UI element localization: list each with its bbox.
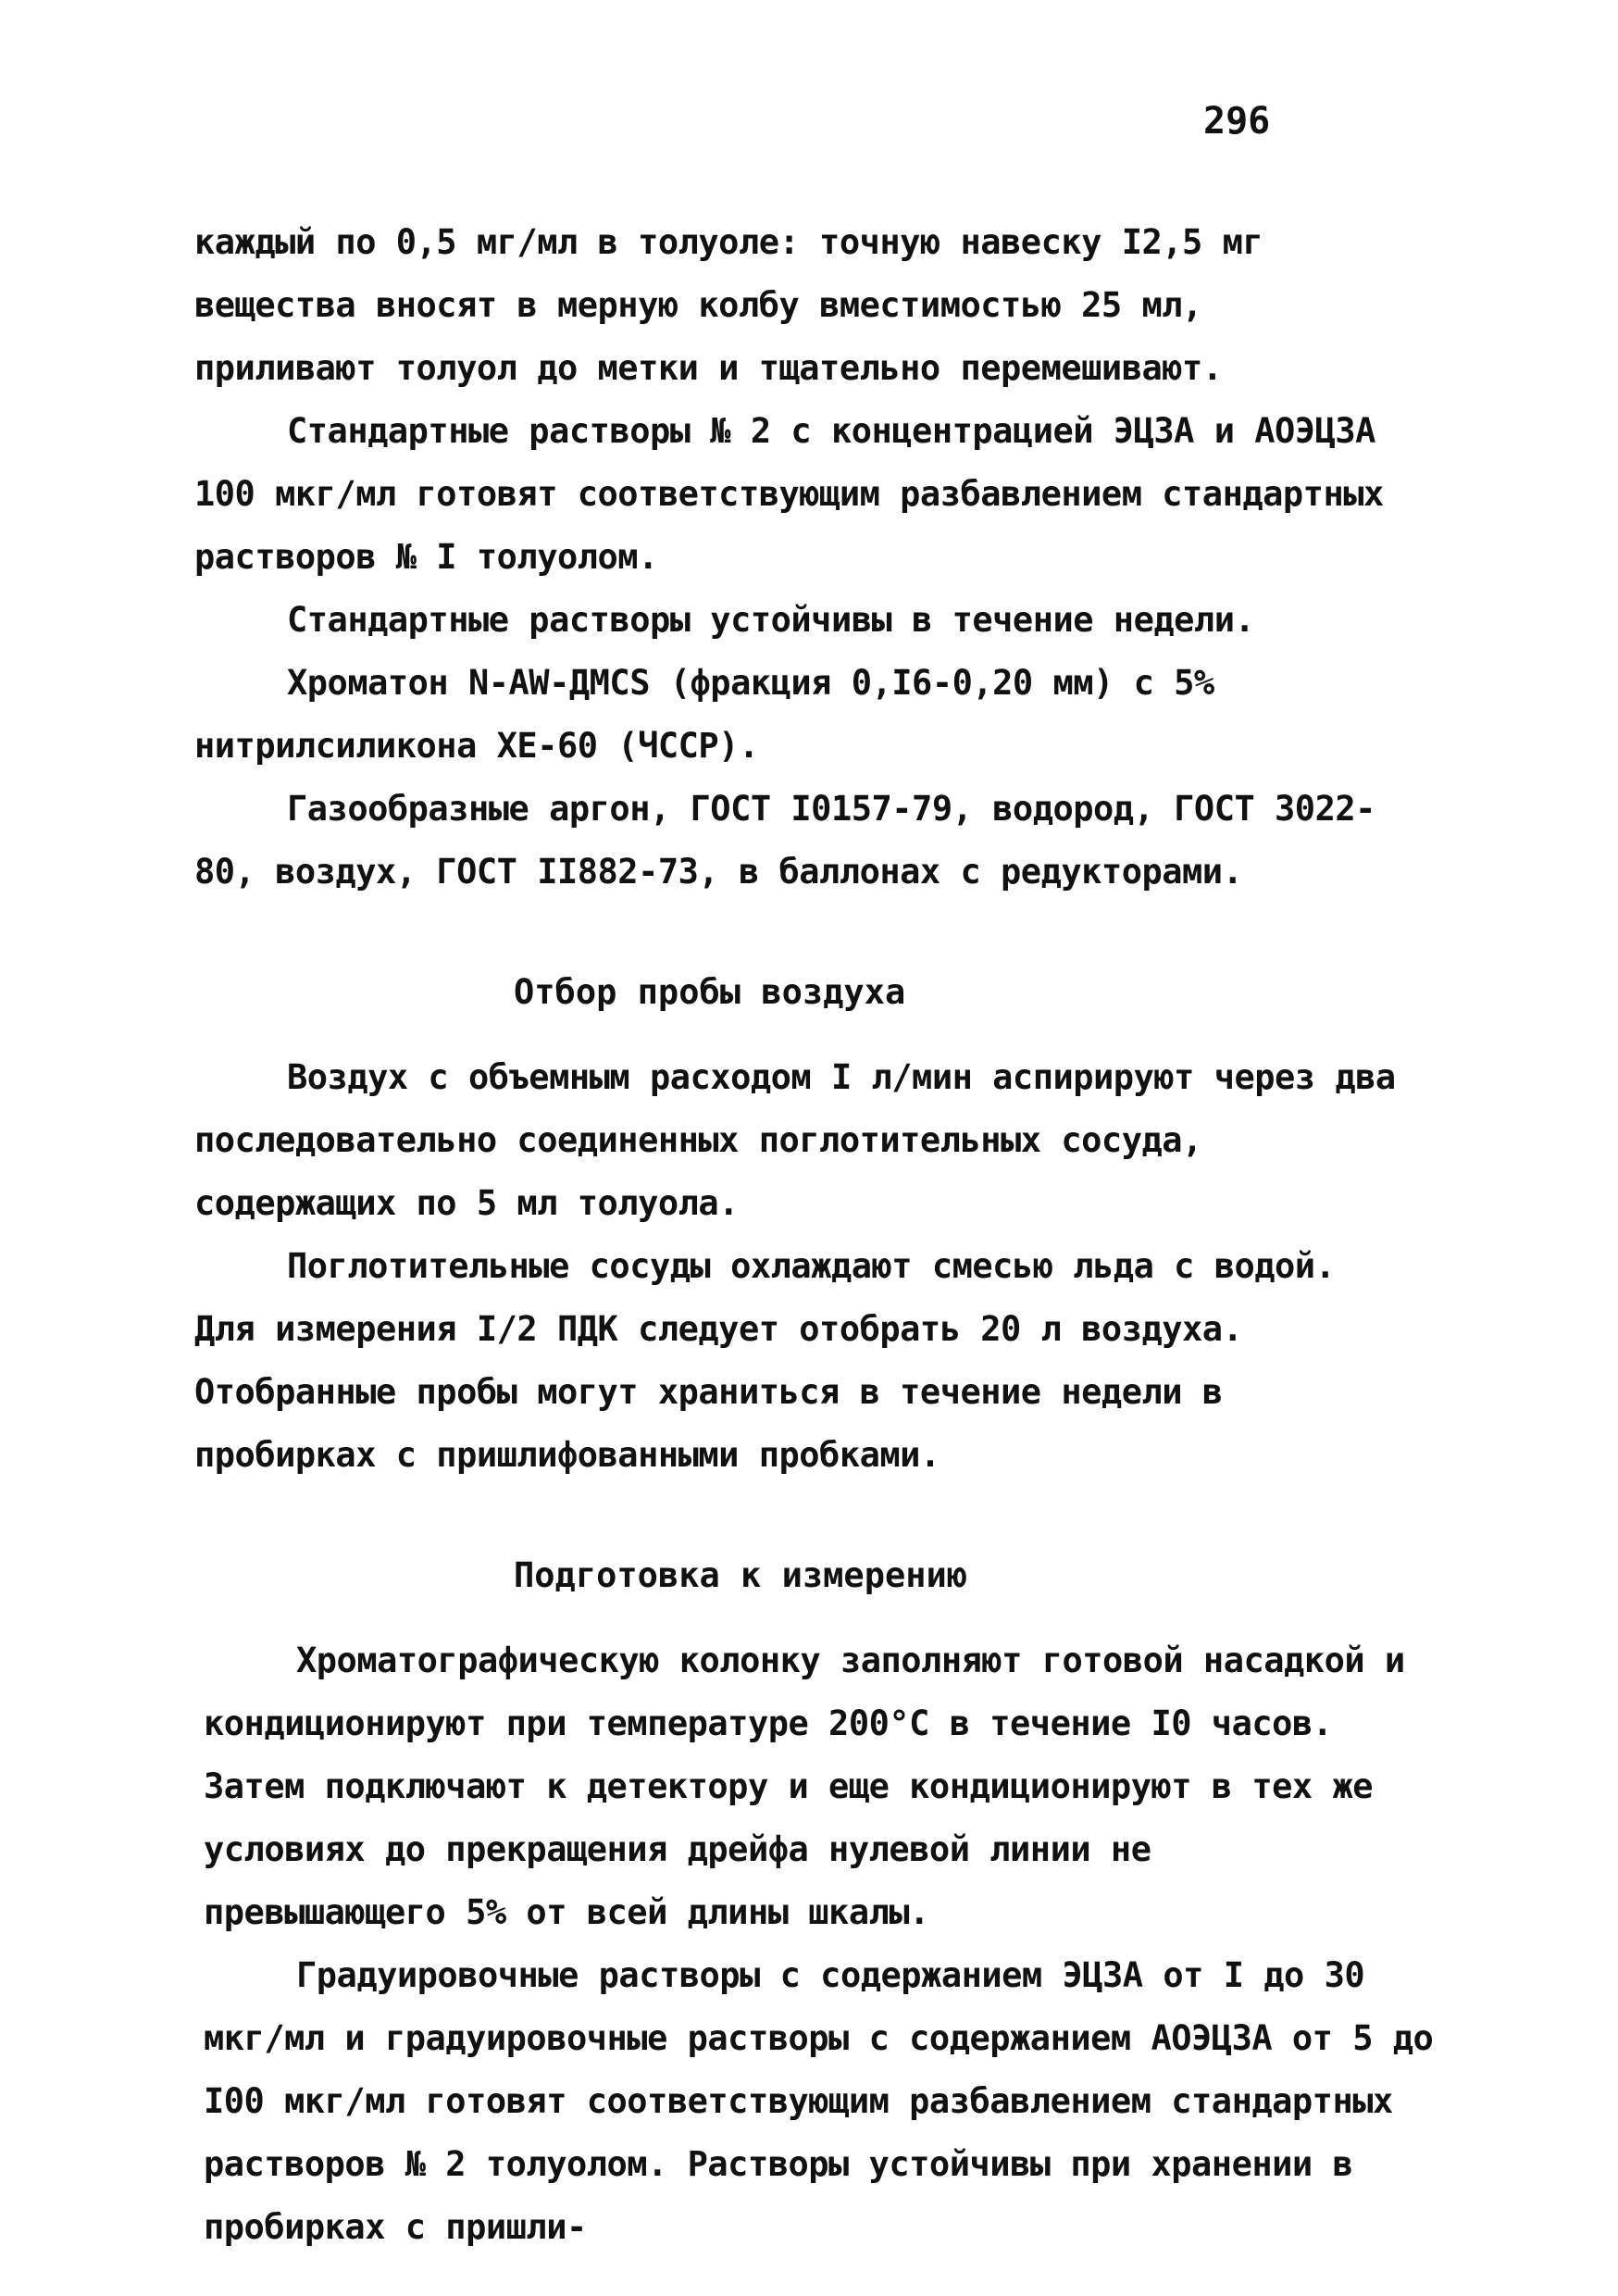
section-heading-preparation: Подготовка к измерению: [514, 1555, 968, 1595]
paragraph-standard-solution-1: каждый по 0,5 мг/мл в толуоле: точную навеску I2,5 мг вещества вносят в мерную колбу вместимостью 25 мл, приливают толуол до метки и тщательно перемешивают.: [194, 222, 1263, 388]
paragraph-chromaton: Хроматон N-AW-ДМСS (фракция 0,I6-0,20 мм) с 5% нитрилсиликона XE-60 (ЧССР).: [194, 663, 1214, 766]
paragraph-stability: Стандартные растворы устойчивы в течение недели.: [287, 600, 1255, 640]
paragraph-air-aspiration: Воздух с объемным расходом I л/мин аспирируют через два последовательно соединенных поглотительных сосуда, содержащих по 5 мл толуола.: [194, 1057, 1396, 1223]
paragraph-calibration-solutions: Градуировочные растворы с содержанием ЭЦЗА от I до 30 мкг/мл и градуировочные растворы с содержанием АОЭЦЗА от 5 до I00 мкг/мл готовят соответствующим разбавлением стандартных растворов № 2 толуолом. Растворы устойчивы при хранении в пробирках с пришли-: [204, 1955, 1434, 2247]
paragraph-column-conditioning: Хроматографическую колонку заполняют готовой насадкой и кондиционируют при температуре 200°С в течение I0 часов. Затем подключают к детектору и еще кондиционируют в тех же условиях до прекращения дрейфа нулевой линии не превышающего 5% от всей длины шкалы.: [204, 1641, 1405, 1932]
page-number: 296: [1203, 100, 1271, 143]
paragraph-absorbers: Поглотительные сосуды охлаждают смесью льда с водой. Для измерения I/2 ПДК следует отобрать 20 л воздуха. Отобранные пробы могут храниться в течение недели в пробирках с пришлифованными пробками.: [194, 1246, 1336, 1475]
paragraph-standard-solution-2: Стандартные растворы № 2 с концентрацией ЭЦЗА и АОЭЦЗА 100 мкг/мл готовят соответствующим разбавлением стандартных растворов № I толуолом.: [194, 411, 1384, 577]
paragraph-gases: Газообразные аргон, ГОСТ I0157-79, водород, ГОСТ 3022-80, воздух, ГОСТ II882-73, в баллонах с редукторами.: [194, 789, 1375, 892]
section-heading-air-sampling: Отбор пробы воздуха: [514, 972, 906, 1012]
